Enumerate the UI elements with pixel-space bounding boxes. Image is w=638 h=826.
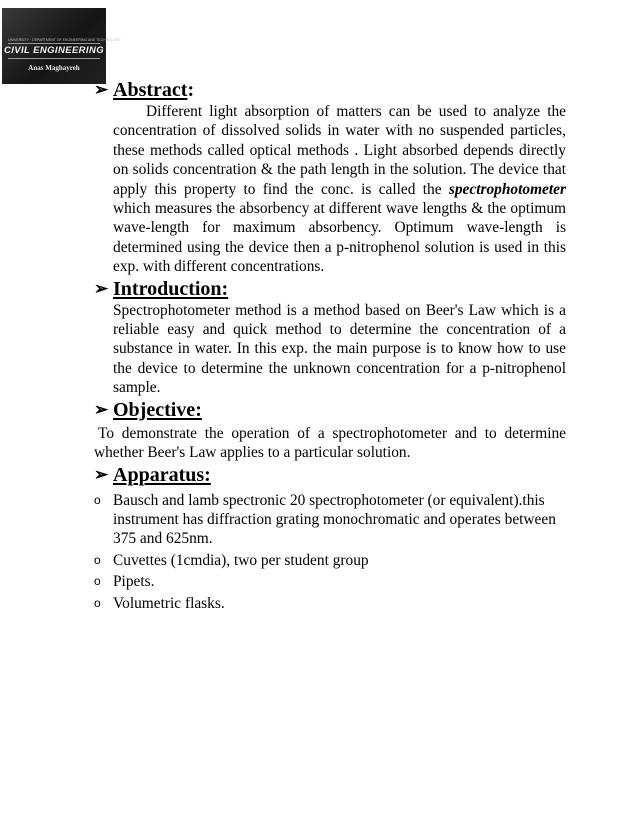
circle-bullet-icon: o <box>94 492 101 507</box>
circle-bullet-icon: o <box>94 574 101 589</box>
list-item-text: Volumetric flasks. <box>113 594 225 612</box>
objective-heading <box>94 398 566 422</box>
civil-engineering-logo <box>2 8 121 84</box>
apparatus-list <box>94 491 566 613</box>
abstract-text-after: which measures the absorbency at different wave lengths & the optimum wave-length for maximum absorbency. Optimum wave-length is determined using the device then a p-nitrophenol solution is used in this exp. with different concentrations. <box>113 200 566 276</box>
list-item-text: Pipets. <box>113 573 155 591</box>
introduction-heading-text: Introduction: <box>113 277 229 300</box>
apparatus-heading-text: Apparatus: <box>113 463 211 486</box>
list-item <box>94 551 566 570</box>
list-item <box>94 491 566 549</box>
abstract-heading <box>94 78 566 102</box>
objective-paragraph: To demonstrate the operation of a spectrophotometer and to determine whether Beer's Law applies to a particular solution. <box>94 424 566 462</box>
circle-bullet-icon: o <box>94 552 101 567</box>
list-item-text: Cuvettes (1cmdia), two per student group <box>113 551 369 569</box>
abstract-text-before: Different light absorption of matters can be used to analyze the concentration of dissolved solids in water with no suspended particles, these methods called optical methods . Light absorbed depends directly on solids concentration & the path length in the solution. The device that apply this property to find the conc. is called the <box>113 103 566 198</box>
abstract-paragraph <box>113 102 566 277</box>
arrow-bullet-icon: ➢ <box>94 464 109 484</box>
circle-bullet-icon: o <box>94 595 101 610</box>
logo-rule-bottom <box>8 58 100 59</box>
abstract-heading-colon: : <box>187 79 195 101</box>
document-body <box>94 78 566 615</box>
abstract-heading-text: Abstract <box>113 79 188 101</box>
abstract-emphasis: spectrophotometer <box>448 180 566 198</box>
arrow-bullet-icon: ➢ <box>94 278 109 298</box>
arrow-bullet-icon: ➢ <box>94 80 109 99</box>
logo-title: CIVIL ENGINEERING <box>3 45 105 56</box>
introduction-heading <box>94 277 566 301</box>
logo-rule-top <box>8 43 100 44</box>
apparatus-heading <box>94 463 566 487</box>
list-item <box>94 594 566 613</box>
list-item-text: Bausch and lamb spectronic 20 spectrophotometer (or equivalent).this instrument has diffraction grating monochromatic and operates between 375 and 625nm. <box>113 491 556 548</box>
list-item <box>94 572 566 591</box>
logo-author: Anas Maghayreh <box>28 64 80 72</box>
arrow-bullet-icon: ➢ <box>94 399 109 419</box>
objective-heading-text: Objective: <box>113 398 202 421</box>
introduction-paragraph: Spectrophotometer method is a method based on Beer's Law which is a reliable easy and quick method to determine the concentration of a substance in water. In this exp. the main purpose is to know how to use the device to determine the unknown concentration for a p-nitrophenol sample. <box>113 301 566 397</box>
logo-tiny-text: UNIVERSITY · DEPARTMENT OF ENGINEERING AND TECHNOLOGY <box>8 38 121 42</box>
